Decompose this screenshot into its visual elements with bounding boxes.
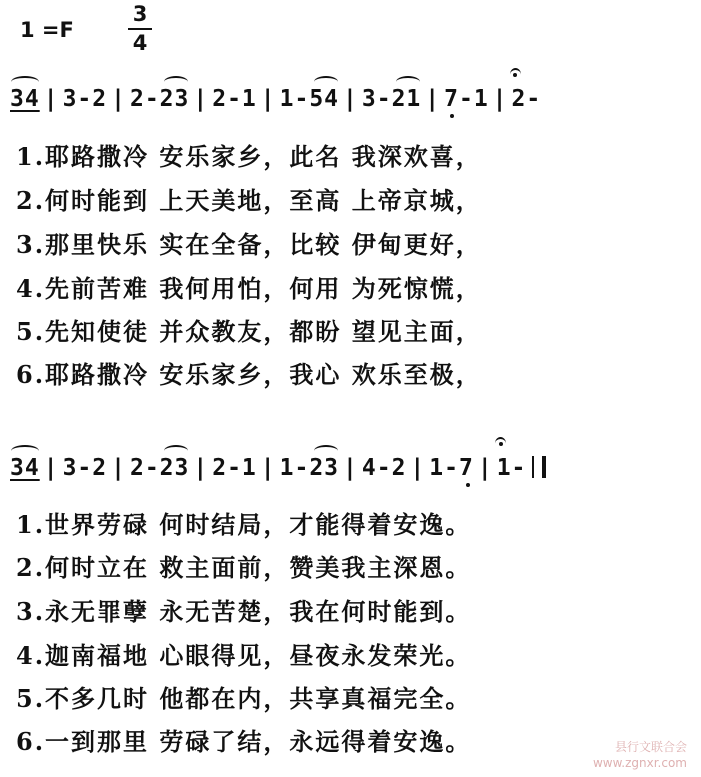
barline: |	[410, 455, 426, 481]
barline: |	[260, 455, 276, 481]
measure-notes: 2-23	[130, 455, 189, 481]
barline: |	[343, 86, 358, 112]
lyric-line-2-verse-1: 1.世界劳碌 何时结局，才能得着安逸。	[16, 510, 472, 539]
lyric-line-1-verse-6: 6.耶路撒冷 安乐家乡，我心 欢乐至极，	[16, 360, 482, 389]
watermark-url: www.zgnxr.com	[592, 756, 687, 770]
lyric-line-2-verse-6: 6.一到那里 劳碌了结，永远得着安逸。	[16, 727, 472, 756]
notation-line-1	[10, 86, 541, 120]
watermark	[593, 739, 687, 771]
tie-mark	[164, 445, 188, 457]
measure-notes: 2-23	[130, 86, 189, 112]
time-numerator: 3	[132, 2, 148, 26]
barline: |	[43, 455, 59, 481]
measure-notes: 3-2	[62, 86, 108, 112]
lyric-line-1-verse-2: 2.何时能到 上天美地，至高 上帝京城，	[16, 186, 482, 215]
tie-mark	[396, 76, 420, 88]
lower-octave-dot	[466, 483, 470, 487]
measure-notes: 1-54	[280, 86, 339, 112]
final-barline	[532, 456, 546, 478]
tie-mark	[314, 76, 338, 88]
watermark-text: 县行文联合会	[614, 740, 687, 754]
time-denominator: 4	[128, 28, 152, 54]
barline: |	[260, 86, 276, 112]
measure-notes: 1-23	[280, 455, 339, 481]
measure-notes: 7-1	[444, 86, 489, 112]
lyric-line-1-verse-1: 1.耶路撒冷 安乐家乡，此名 我深欢喜，	[16, 142, 482, 171]
barline: |	[43, 86, 59, 112]
barline: |	[111, 86, 126, 112]
measure-notes: 2-1	[212, 455, 257, 481]
fermata-mark	[495, 437, 507, 451]
lyric-line-1-verse-5: 5.先知使徒 并众教友，都盼 望见主面，	[16, 317, 482, 346]
measure-notes: 3-2	[62, 455, 108, 481]
lyric-line-2-verse-5: 5.不多几时 他都在内，共享真福完全。	[16, 684, 472, 713]
measure-notes: 34	[10, 455, 40, 481]
tie-mark	[11, 445, 39, 457]
notation-line-2	[10, 455, 546, 489]
lyric-line-1-verse-4: 4.先前苦难 我何用怕，何用 为死惊慌，	[16, 274, 482, 303]
tie-mark	[11, 76, 39, 88]
measure-notes: 1-7	[429, 455, 474, 481]
measure-notes: 3-21	[362, 86, 421, 112]
barline: |	[492, 86, 508, 112]
tie-mark	[314, 445, 338, 457]
measure-notes: 2-1	[212, 86, 257, 112]
barline: |	[477, 455, 493, 481]
tie-mark	[164, 76, 188, 88]
lyric-line-2-verse-2: 2.何时立在 救主面前，赞美我主深恩。	[16, 553, 472, 582]
time-signature	[128, 4, 152, 54]
barline: |	[111, 455, 126, 481]
barline: |	[193, 86, 209, 112]
lyric-line-2-verse-3: 3.永无罪孽 永无苦楚，我在何时能到。	[16, 597, 472, 626]
measure-notes: 34	[10, 86, 40, 112]
measure-notes: 2-	[512, 86, 542, 112]
barline: |	[343, 455, 358, 481]
barline: |	[425, 86, 441, 112]
key-signature: 1 =F	[20, 18, 74, 42]
lyric-line-1-verse-3: 3.那里快乐 实在全备，比较 伊甸更好，	[16, 230, 482, 259]
measure-notes: 1-	[497, 455, 527, 481]
measure-notes: 4-2	[361, 455, 407, 481]
lower-octave-dot	[450, 114, 454, 118]
lyric-line-2-verse-4: 4.迦南福地 心眼得见，昼夜永发荣光。	[16, 641, 472, 670]
fermata-mark	[510, 68, 522, 82]
barline: |	[193, 455, 209, 481]
